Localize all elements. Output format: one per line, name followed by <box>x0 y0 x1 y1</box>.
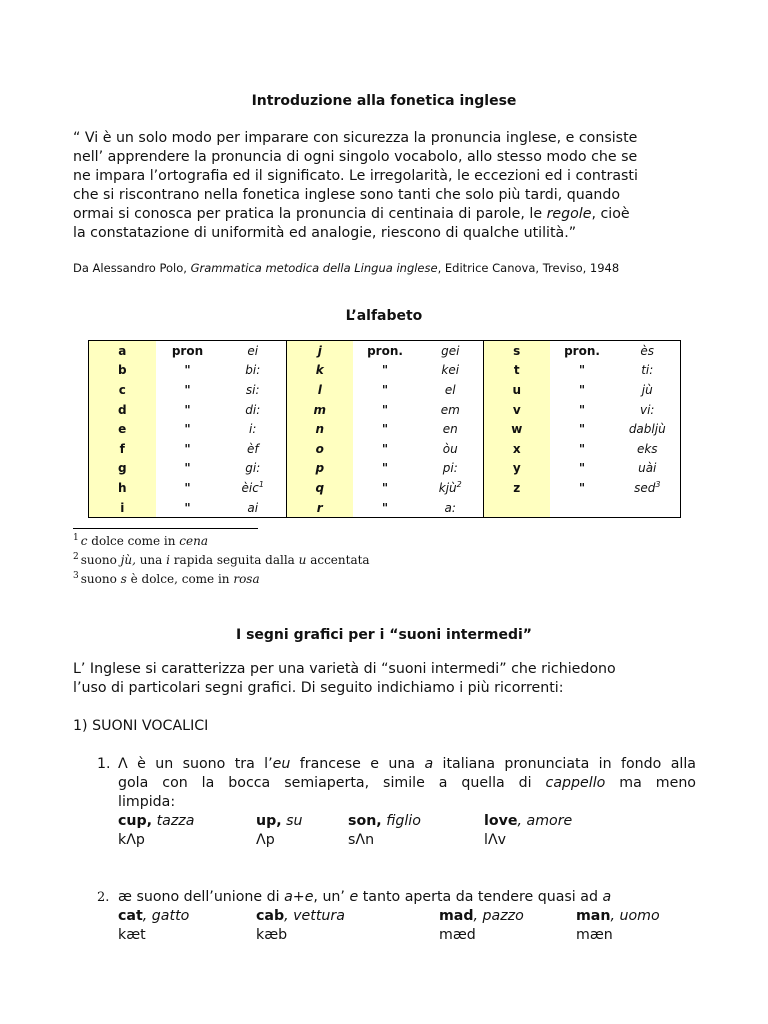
sound-text: kjù <box>438 481 457 496</box>
sound-cell <box>418 341 484 361</box>
pron-cell: " <box>381 382 389 397</box>
sound-text: si: <box>245 382 260 397</box>
english-word: up, <box>256 813 282 829</box>
footnote <box>73 552 370 567</box>
quote-line: la constatazione di uniformità ed analogie, riescono di qualche utilità.” <box>73 225 577 241</box>
letter-cell: r <box>287 498 353 518</box>
text: æ suono dell’unione di <box>118 889 285 905</box>
sound-text: jù <box>641 382 653 397</box>
letter-cell: y <box>484 459 550 479</box>
alphabet-table <box>88 340 681 518</box>
pron-cell: " <box>578 402 586 417</box>
sound-text: ai <box>247 500 259 515</box>
text: e <box>349 889 359 905</box>
phonetic-transcription: kæb <box>256 927 288 943</box>
letter-cell: n <box>287 419 353 439</box>
letter-cell: b <box>89 361 156 381</box>
sound-text: dabljù <box>628 422 666 437</box>
example-word <box>256 813 303 829</box>
english-word: cat <box>118 908 143 924</box>
sound-cell <box>418 439 484 459</box>
item1-line <box>118 755 696 774</box>
text: ma meno <box>605 775 696 791</box>
letter-cell: m <box>287 400 353 420</box>
footnote-text: jù, <box>120 553 136 567</box>
footnote-number: 3 <box>73 571 79 581</box>
sound-text: el <box>444 382 456 397</box>
segni-intro <box>73 660 696 698</box>
sound-cell <box>220 400 287 420</box>
pron-cell: pron. <box>367 343 403 358</box>
letter-cell: t <box>484 361 550 381</box>
footnote-text: i <box>166 553 170 567</box>
text: italiana pronunciata in fondo alla <box>433 756 696 772</box>
quote-line: “ Vi è un solo modo per imparare con sicurezza la pronuncia inglese, e consiste <box>73 130 638 146</box>
quote-line: nell’ apprendere la pronuncia di ogni singolo vocabolo, allo stesso modo che se <box>73 149 638 165</box>
sound-text: en <box>442 422 458 437</box>
footnote-separator <box>73 528 258 529</box>
example-word <box>348 813 421 829</box>
document-title: Introduzione alla fonetica inglese <box>251 93 517 109</box>
example-word <box>118 908 189 924</box>
pron-cell: " <box>184 500 191 515</box>
pron-cell: " <box>578 461 586 476</box>
letter-cell: l <box>287 380 353 400</box>
translation: su <box>281 813 303 829</box>
sound-text: eks <box>636 441 658 456</box>
english-word: cab <box>256 908 285 924</box>
footnote-text: c <box>80 534 88 548</box>
footnote <box>73 571 260 586</box>
alphabet-row <box>89 341 681 361</box>
sound-text: ti: <box>641 363 654 378</box>
sound-cell <box>615 419 681 439</box>
pron-cell: " <box>381 441 389 456</box>
text: , un’ <box>313 889 350 905</box>
phonetic-transcription: mæd <box>439 927 476 943</box>
text: Λ è un suono tra l’ <box>118 756 273 772</box>
letter-cell: o <box>287 439 353 459</box>
phonetic-transcription: sΛn <box>348 832 375 848</box>
english-word: mad <box>439 908 474 924</box>
footnote-text: una <box>135 553 167 567</box>
item1-text <box>118 755 696 812</box>
letter-cell: q <box>287 478 353 498</box>
footnote-text: suono <box>80 553 121 567</box>
footnote-text: u <box>298 553 307 567</box>
sound-text: di: <box>245 402 261 417</box>
sound-text: èf <box>246 441 259 456</box>
pron-cell: " <box>381 422 389 437</box>
translation: , vettura <box>284 908 345 924</box>
source-publisher: , Editrice Canova, Treviso, 1948 <box>437 261 620 275</box>
quote-line <box>73 205 696 224</box>
text: cappello <box>545 775 606 791</box>
footnote-text: suono <box>80 572 121 586</box>
phonetic-transcription: kΛp <box>118 832 145 848</box>
translation: tazza <box>152 813 195 829</box>
letter-cell: z <box>484 478 550 498</box>
sound-text: èic <box>241 481 259 496</box>
alphabet-row <box>89 419 681 439</box>
sound-cell <box>615 478 681 498</box>
english-word: man <box>576 908 611 924</box>
pron-cell: " <box>184 441 191 456</box>
quote-line: che si riscontrano nella fonetica inglese sono tanti che solo più tardi, quando <box>73 187 621 203</box>
letter-cell: w <box>484 419 550 439</box>
sound-cell <box>418 419 484 439</box>
letter-cell: j <box>287 341 353 361</box>
sound-cell <box>615 439 681 459</box>
text: gola con la bocca semiaperta, simile a quella di <box>118 775 546 791</box>
quote-line: ne impara l’ortografia ed il significato. Le irregolarità, le eccezioni ed i contrasti <box>73 168 638 184</box>
footnote-text: rapida seguita dalla <box>169 553 299 567</box>
pron-cell: " <box>184 363 191 378</box>
letter-cell: x <box>484 439 550 459</box>
sound-cell <box>220 341 287 361</box>
alphabet-row <box>89 380 681 400</box>
sound-text: sed <box>634 481 656 496</box>
phonetic-transcription: lΛv <box>484 832 507 848</box>
sound-cell <box>418 400 484 420</box>
translation: , uomo <box>610 908 660 924</box>
pron-cell: pron <box>171 343 204 358</box>
pron-cell: " <box>578 441 586 456</box>
sound-text: i: <box>249 422 257 437</box>
alphabet-row <box>89 361 681 381</box>
sound-cell <box>418 459 484 479</box>
pron-cell: " <box>578 363 586 378</box>
phonetic-transcription: Λp <box>256 832 275 848</box>
sound-text: ei <box>247 343 259 358</box>
letter-cell: u <box>484 380 550 400</box>
pron-cell: " <box>578 422 586 437</box>
letter-cell: f <box>89 439 156 459</box>
sound-cell <box>615 459 681 479</box>
letter-cell: i <box>89 498 156 518</box>
english-word: son, <box>348 813 382 829</box>
letter-cell: a <box>89 341 156 361</box>
sound-text: ès <box>640 343 655 358</box>
pron-cell: " <box>184 422 191 437</box>
item1-line: limpida: <box>118 794 176 810</box>
footnote <box>73 533 208 548</box>
quote-paragraph <box>73 129 696 243</box>
sound-text: vi: <box>640 402 655 417</box>
text: a <box>424 756 434 772</box>
source-author: Da Alessandro Polo, <box>73 261 191 275</box>
sound-cell <box>220 459 287 479</box>
phonetic-transcription: kæt <box>118 927 146 943</box>
pron-cell: " <box>184 402 191 417</box>
alphabet-row <box>89 478 681 498</box>
pron-cell <box>550 498 615 518</box>
footnote-text: s <box>120 572 127 586</box>
sound-text: òu <box>442 441 458 456</box>
section-heading: 1) SUONI VOCALICI <box>73 718 209 734</box>
text: a+e <box>284 889 314 905</box>
letter-cell <box>484 498 550 518</box>
text: tanto aperta da tendere quasi ad <box>358 889 603 905</box>
sound-cell <box>615 498 681 518</box>
text: francese e una <box>290 756 425 772</box>
alphabet-row <box>89 498 681 518</box>
sound-cell <box>418 478 484 498</box>
english-word: cup, <box>118 813 153 829</box>
pron-cell: " <box>184 480 191 495</box>
translation: , gatto <box>142 908 190 924</box>
sound-cell <box>220 439 287 459</box>
alphabet-row <box>89 400 681 420</box>
item1-line <box>118 774 696 793</box>
text: a <box>602 889 612 905</box>
pron-cell: " <box>381 480 389 495</box>
source-book: Grammatica metodica della Lingua inglese <box>190 261 438 275</box>
pron-cell: " <box>381 402 389 417</box>
letter-cell: d <box>89 400 156 420</box>
sound-text: pi: <box>442 461 458 476</box>
pron-cell: " <box>381 461 389 476</box>
footnote-text: cena <box>179 534 209 548</box>
segni-heading: I segni grafici per i “suoni intermedi” <box>236 627 532 643</box>
sound-cell <box>615 400 681 420</box>
footnote-number: 2 <box>73 552 79 562</box>
sound-cell <box>220 478 287 498</box>
sound-cell <box>220 361 287 381</box>
example-word <box>484 813 572 829</box>
text: eu <box>272 756 291 772</box>
footnote-ref: 3 <box>655 480 661 490</box>
sound-text: uài <box>638 461 657 476</box>
footnote-text: dolce come in <box>87 534 180 548</box>
translation: , amore <box>517 813 573 829</box>
sound-cell <box>418 380 484 400</box>
sound-cell <box>418 361 484 381</box>
footnote-ref: 1 <box>258 480 264 490</box>
pron-cell: " <box>578 382 586 397</box>
sound-cell <box>220 380 287 400</box>
sound-cell <box>220 498 287 518</box>
sound-cell <box>615 380 681 400</box>
item2-text <box>118 888 611 907</box>
sound-cell <box>615 361 681 381</box>
quote-text: ormai si conosca per pratica la pronuncia di centinaia di parole, le <box>73 206 547 222</box>
item-number: 1. <box>97 756 111 772</box>
example-word <box>439 908 524 924</box>
example-word <box>256 908 345 924</box>
example-word <box>576 908 660 924</box>
pron-cell: " <box>381 363 389 378</box>
letter-cell: h <box>89 478 156 498</box>
phonetic-transcription: mæn <box>576 927 613 943</box>
alphabet-row <box>89 439 681 459</box>
letter-cell: e <box>89 419 156 439</box>
item-number: 2. <box>97 890 110 905</box>
footnote-text: accentata <box>306 553 370 567</box>
pron-cell: " <box>184 382 191 397</box>
footnote-text: rosa <box>233 572 260 586</box>
quote-source <box>73 261 619 275</box>
translation: , pazzo <box>473 908 524 924</box>
pron-cell: pron. <box>564 343 600 358</box>
footnote-number: 1 <box>73 533 79 543</box>
quote-emphasis: regole <box>546 206 592 222</box>
pron-cell: " <box>578 480 586 495</box>
translation: figlio <box>381 813 421 829</box>
letter-cell: k <box>287 361 353 381</box>
letter-cell: p <box>287 459 353 479</box>
quote-text: , cioè <box>591 206 630 222</box>
english-word: love <box>484 813 518 829</box>
sound-text: em <box>440 402 460 417</box>
example-word <box>118 813 194 829</box>
footnote-ref: 2 <box>456 480 462 490</box>
alphabet-row <box>89 459 681 479</box>
letter-cell: s <box>484 341 550 361</box>
intro-line: l’uso di particolari segni grafici. Di seguito indichiamo i più ricorrenti: <box>73 680 564 696</box>
letter-cell: c <box>89 380 156 400</box>
alphabet-heading: L’alfabeto <box>345 308 423 324</box>
sound-text: gei <box>441 343 460 358</box>
sound-cell <box>418 498 484 518</box>
sound-text: bi: <box>245 363 261 378</box>
letter-cell: g <box>89 459 156 479</box>
sound-cell <box>615 341 681 361</box>
sound-text: a: <box>444 500 456 515</box>
sound-cell <box>220 419 287 439</box>
footnote-text: è dolce, come in <box>126 572 234 586</box>
sound-text: gi: <box>245 461 261 476</box>
pron-cell: " <box>381 500 389 515</box>
sound-text: kei <box>441 363 460 378</box>
pron-cell: " <box>184 461 191 476</box>
letter-cell: v <box>484 400 550 420</box>
intro-line: L’ Inglese si caratterizza per una varietà di “suoni intermedi” che richiedono <box>73 661 616 677</box>
